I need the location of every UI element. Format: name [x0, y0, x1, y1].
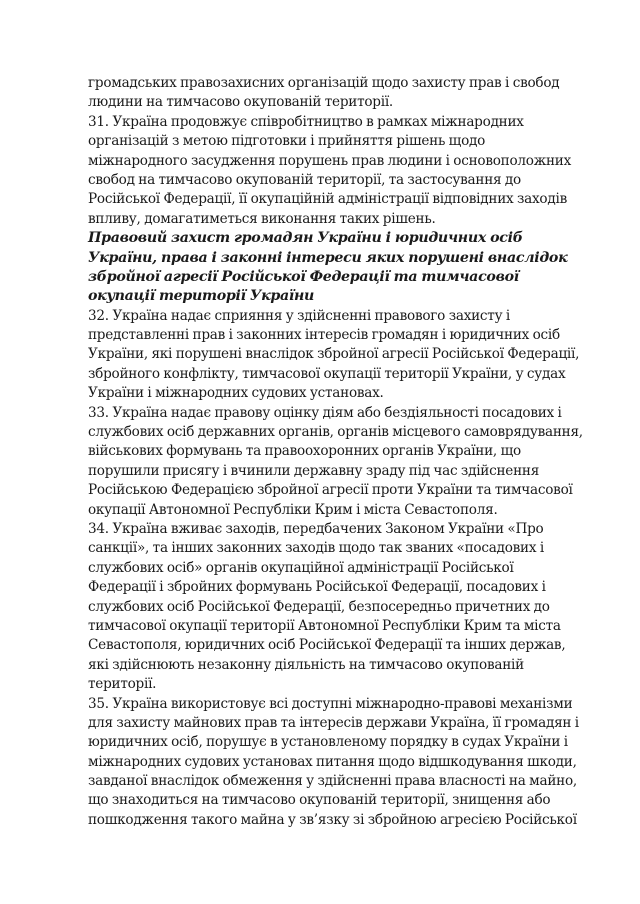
text-line: окупації території України [88, 288, 315, 305]
paragraph-33 [88, 404, 583, 520]
text-line: України, права і законні інтереси яких порушені внаслідок [88, 249, 568, 266]
text-line: збройного конфлікту, тимчасової окупації території України, у судах [88, 365, 566, 382]
text-line: окупації Автономної Республіки Крим і міста Севастополя. [88, 501, 498, 518]
text-line: території. [88, 676, 157, 693]
text-line: 34. Україна вживає заходів, передбачених Законом України «Про [88, 520, 544, 537]
text-line: службових осіб Російської Федерації, безпосередньо причетних до [88, 598, 550, 615]
paragraph-35 [88, 695, 579, 831]
text-line: організацій з метою підготовки і прийняття рішень щодо [88, 133, 486, 150]
text-line: що знаходиться на тимчасово окупованій території, знищення або [88, 792, 551, 809]
paragraph-31 [88, 113, 572, 229]
text-line: Севастополя, юридичних осіб Російської Федерації та інших держав, [88, 637, 566, 654]
text-line: свобод на тимчасово окупованій території, та застосування до [88, 171, 521, 188]
text-line: Федерації і збройних формувань Російської Федерації, посадових і [88, 579, 546, 596]
paragraph-32 [88, 307, 580, 404]
text-line: службових осіб» органів окупаційної адміністрації Російської [88, 559, 514, 576]
text-line: Російської Федерації, її окупаційній адміністрації відповідних заходів [88, 191, 567, 208]
section-heading [88, 229, 568, 307]
text-line: юридичних осіб, порушує в установленому порядку в судах України і [88, 734, 568, 751]
text-line: санкції», та інших законних заходів щодо так званих «посадових і [88, 540, 544, 557]
text-line: людини на тимчасово окупованій території. [88, 94, 393, 111]
text-line: службових осіб державних органів, органів місцевого самоврядування, [88, 424, 583, 441]
text-line: міжнародного засудження порушень прав людини і основоположних [88, 152, 572, 169]
text-line: 35. Україна використовує всі доступні міжнародно-правові механізми [88, 695, 573, 712]
intro-paragraph [88, 74, 564, 113]
text-line: 33. Україна надає правову оцінку діям або бездіяльності посадових і [88, 404, 562, 421]
text-line: порушили присягу і вчинили державну зраду під час здійснення [88, 462, 540, 479]
text-line: представленні прав і законних інтересів громадян і юридичних осіб [88, 327, 560, 344]
text-line: 32. Україна надає сприяння у здійсненні правового захисту і [88, 307, 510, 324]
paragraph-34 [88, 520, 564, 695]
text-line: України і міжнародних судових установах. [88, 385, 384, 402]
text-line: Правовий захист громадян України і юридичних осіб [88, 230, 523, 247]
text-line: впливу, домагатиметься виконання таких рішень. [88, 210, 436, 227]
text-line: завданої внаслідок обмеження у здійсненні права власності на майно, [88, 773, 577, 790]
text-line: збройної агресії Російської Федерації та тимчасової [88, 268, 519, 285]
text-line: військових формувань та правоохоронних органів України, що [88, 443, 521, 460]
text-line: пошкодження такого майна у зв’язку зі збройною агресією Російської [88, 811, 577, 828]
text-line: 31. Україна продовжує співробітництво в рамках міжнародних [88, 113, 524, 130]
document-page [88, 74, 583, 830]
text-line: міжнародних судових установах питання щодо відшкодування шкоди, [88, 753, 577, 770]
text-line: Російською Федерацією збройної агресії проти України та тимчасової [88, 482, 573, 499]
text-line: які здійснюють незаконну діяльність на тимчасово окупованій [88, 656, 524, 673]
text-line: для захисту майнових прав та інтересів держави Україна, її громадян і [88, 714, 579, 731]
text-line: тимчасової окупації території Автономної Республіки Крим та міста [88, 617, 561, 634]
text-line: громадських правозахисних організацій щодо захисту прав і свобод [88, 75, 560, 91]
text-line: України, які порушені внаслідок збройної агресії Російської Федерації, [88, 346, 580, 363]
